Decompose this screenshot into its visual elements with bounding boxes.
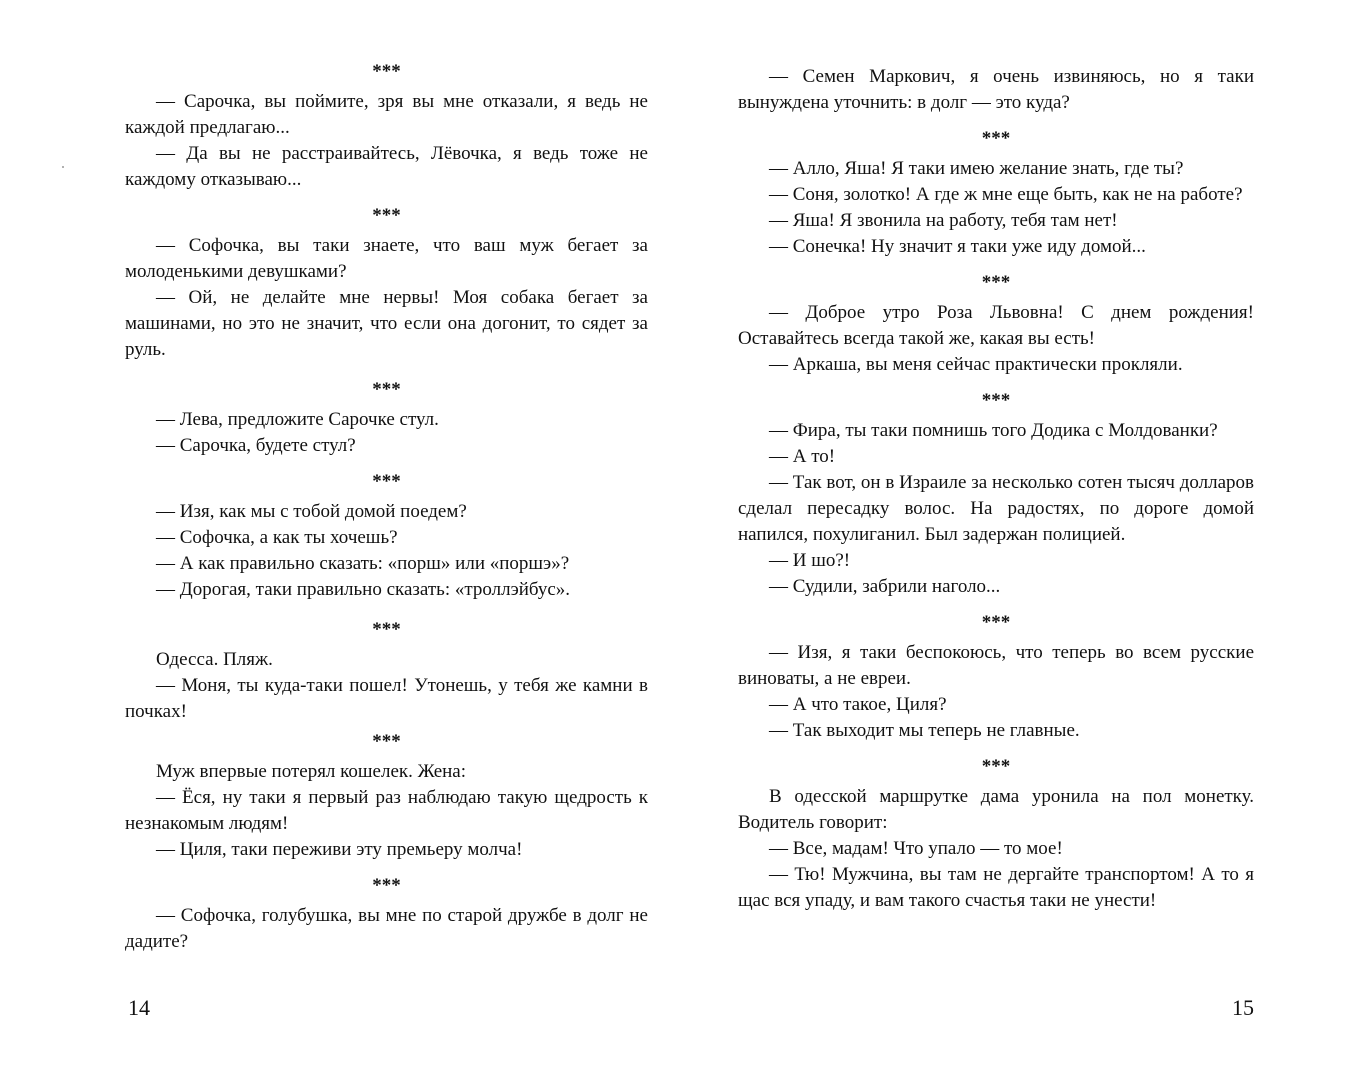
separator: *** — [981, 128, 1011, 149]
left-page-text — [125, 59, 648, 955]
dialogue-line: — Ёся, ну таки я первый раз наблюдаю такую щедрость к незнакомым людям! — [125, 787, 648, 834]
page-number: 15 — [1232, 995, 1254, 1020]
dialogue-line: — Сонечка! Ну значит я таки уже иду домой... — [769, 236, 1146, 257]
dialogue-line: — Циля, таки переживи эту премьеру молча! — [156, 839, 523, 860]
dialogue-line: — Аркаша, вы меня сейчас практически прокляли. — [769, 354, 1183, 375]
separator: *** — [981, 390, 1011, 411]
dialogue-line: — А то! — [769, 446, 836, 467]
narration-line: Муж впервые потерял кошелек. Жена: — [156, 761, 467, 782]
dialogue-line: — Фира, ты таки помнишь того Додика с Молдованки? — [769, 420, 1218, 441]
separator: *** — [372, 61, 401, 82]
separator: *** — [981, 612, 1011, 633]
page-number: 14 — [128, 995, 150, 1020]
dialogue-line: — Все, мадам! Что упало — то мое! — [769, 838, 1063, 859]
narration-line: Одесса. Пляж. — [156, 649, 273, 670]
dialogue-line: — А как правильно сказать: «порш» или «поршэ»? — [156, 553, 570, 574]
dialogue-line: — Тю! Мужчина, вы там не дергайте транспортом! А то я щас вся упаду, и вам такого счастья таки не унести! — [738, 864, 1254, 911]
dialogue-line: — Семен Маркович, я очень извиняюсь, но я таки вынуждена уточнить: в долг — это куда? — [738, 66, 1254, 113]
dialogue-line: — Изя, как мы с тобой домой поедем? — [156, 501, 467, 522]
scan-speck — [62, 166, 64, 168]
dialogue-line: — А что такое, Циля? — [769, 694, 947, 715]
dialogue-line: — Соня, золотко! А где ж мне еще быть, как не на работе? — [769, 184, 1243, 205]
separator: *** — [981, 756, 1011, 777]
narration-line: В одесской маршрутке дама уронила на пол монетку. Водитель говорит: — [738, 786, 1254, 833]
dialogue-line: — Алло, Яша! Я таки имею желание знать, где ты? — [769, 158, 1184, 179]
separator: *** — [981, 272, 1011, 293]
dialogue-line: — Дорогая, таки правильно сказать: «троллэйбус». — [156, 579, 571, 600]
dialogue-line: — Лева, предложите Сарочке стул. — [156, 409, 439, 430]
dialogue-line: — Софочка, вы таки знаете, что ваш муж бегает за молоденькими девушками? — [125, 235, 648, 282]
dialogue-line: — Моня, ты куда-таки пошел! Утонешь, у тебя же камни в почках! — [125, 675, 648, 722]
dialogue-line: — Так выходит мы теперь не главные. — [769, 720, 1080, 741]
dialogue-line: — Так вот, он в Израиле за несколько сотен тысяч долларов сделал пересадку волос. На радостях, по дороге домой напился, похулиганил. Был задержан полицией. — [738, 472, 1254, 545]
dialogue-line: — Изя, я таки беспокоюсь, что теперь во всем русские виноваты, а не евреи. — [738, 642, 1254, 689]
dialogue-line: — Доброе утро Роза Львовна! С днем рождения! Оставайтесь всегда такой же, какая вы есть! — [738, 302, 1254, 349]
separator: *** — [372, 471, 401, 492]
dialogue-line: — Софочка, а как ты хочешь? — [156, 527, 398, 548]
right-page — [738, 0, 1254, 1080]
separator: *** — [372, 619, 401, 640]
dialogue-line: — Сарочка, вы поймите, зря вы мне отказали, я ведь не каждой предлагаю... — [125, 91, 648, 138]
left-page — [125, 0, 648, 1080]
separator: *** — [372, 875, 401, 896]
dialogue-line: — Ой, не делайте мне нервы! Моя собака бегает за машинами, но это не значит, что если она догонит, то сядет за руль. — [125, 287, 648, 360]
dialogue-line: — Да вы не расстраивайтесь, Лёвочка, я ведь тоже не каждому отказываю... — [125, 143, 648, 190]
separator: *** — [372, 205, 401, 226]
dialogue-line: — Софочка, голубушка, вы мне по старой дружбе в долг не дадите? — [125, 905, 648, 952]
separator: *** — [372, 379, 401, 400]
right-page-text — [738, 64, 1254, 914]
dialogue-line: — Яша! Я звонила на работу, тебя там нет! — [769, 210, 1118, 231]
dialogue-line: — Сарочка, будете стул? — [156, 435, 356, 456]
separator: *** — [372, 731, 401, 752]
dialogue-line: — И шо?! — [769, 550, 851, 571]
dialogue-line: — Судили, забрили наголо... — [769, 576, 1001, 597]
